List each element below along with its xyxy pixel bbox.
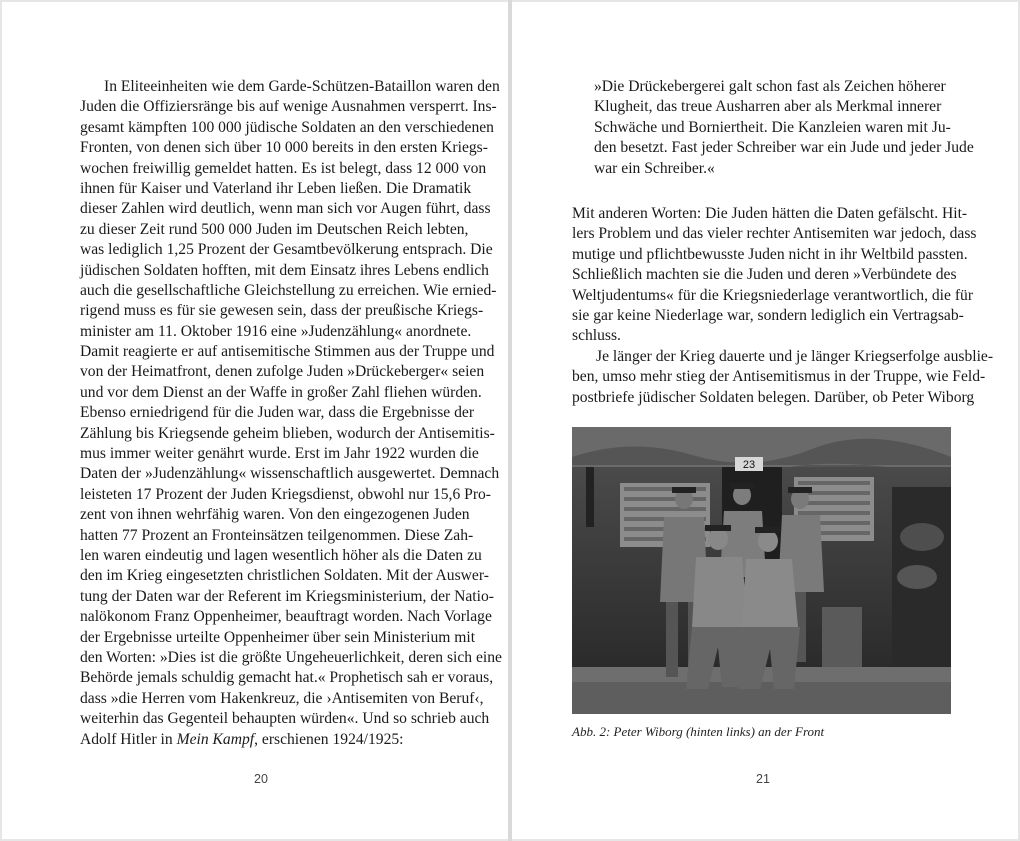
- text-line: Mit anderen Worten: Die Juden hätten die Daten gefälscht. Hit-: [572, 205, 968, 222]
- text-line: Zählung bis Kriegsende geheim blieben, wodurch der Antisemitis-: [80, 424, 495, 442]
- text-line: den im Krieg eingesetzten christlichen Soldaten. Mit der Auswer-: [80, 567, 489, 585]
- text-line: zu dieser Zeit rund 500 000 Juden im Deutschen Reich lebten,: [80, 220, 469, 238]
- text-line: hatten 77 Prozent an Fronteinsätzen teilgenommen. Diese Zah-: [80, 526, 474, 544]
- text-line: leisteten 17 Prozent der Juden Kriegsdienst, obwohl nur 15,6 Pro-: [80, 485, 491, 503]
- text-line: dieser Zahlen wird deutlich, wenn man sich vor Augen führt, dass: [80, 200, 491, 218]
- text-line: len waren eindeutig und lagen wesentlich höher als die Daten zu: [80, 546, 482, 564]
- text-line: [80, 730, 456, 750]
- text-line: minister am 11. Oktober 1916 eine »Judenzählung« anordnete.: [80, 322, 472, 340]
- text-line: ihnen für Kaiser und Vaterland ihr Leben ließen. Die Dramatik: [80, 179, 472, 197]
- text-line: schluss.: [572, 327, 621, 345]
- text-line: Damit reagierte er auf antisemitische Stimmen aus der Truppe und: [80, 343, 495, 361]
- text-line: Daten der »Judenzählung« wissenschaftlich ausgewertet. Demnach: [80, 465, 500, 483]
- text-line: und vor dem Dienst an der Waffe in großer Zahl fliehen würden.: [80, 383, 482, 401]
- text-line: ben, umso mehr stieg der Antisemitismus in der Truppe, wie Feld-: [572, 368, 986, 386]
- text-line: Je länger der Krieg dauerte und je länger Kriegserfolge ausblie-: [596, 347, 994, 365]
- text-fragment: , erschienen 1924/1925:: [254, 730, 404, 748]
- text-line: auch die gesellschaftliche Gleichstellung zu erreichen. Wie ernied-: [80, 281, 497, 299]
- text-line: wochen freiwillig gemeldet hatten. Es ist belegt, dass 12 000 von: [80, 159, 487, 177]
- text-line: von der Heimatfront, denen zufolge Juden »Drückeberger« seien: [80, 363, 485, 381]
- block-quote: [594, 77, 974, 179]
- left-page-text: [80, 77, 502, 750]
- text-line: sie gar keine Niederlage war, sondern lediglich ein Vertragsab-: [572, 306, 964, 324]
- text-line: gesamt kämpften 100 000 jüdische Soldaten an den verschiedenen: [80, 118, 494, 136]
- page-number-left: 20: [254, 772, 268, 786]
- book-title-italic: Mein Kampf: [176, 730, 255, 748]
- historical-photo: [572, 427, 951, 714]
- photo-caption: Abb. 2: Peter Wiborg (hinten links) an der Front: [572, 724, 825, 739]
- text-line: Ebenso erniedrigend für die Juden war, dass die Ergebnisse der: [80, 404, 475, 422]
- right-page-text: [572, 204, 994, 408]
- text-line: mutige und pflichtbewusste Juden nicht in ihr Weltbild passten.: [572, 245, 968, 263]
- text-line: mus immer weiter genährt wurde. Erst im Jahr 1922 wurden die: [80, 445, 479, 463]
- text-line: was lediglich 1,25 Prozent der Gesamtbevölkerung entsprach. Die: [80, 241, 493, 259]
- text-fragment: Adolf Hitler in: [80, 730, 177, 748]
- text-line: weiterhin das Gegenteil behaupten würden«. Und so schrieb auch: [80, 710, 490, 728]
- page-number-right: 21: [756, 772, 770, 786]
- text-line: nalökonom Franz Oppenheimer, beauftragt worden. Nach Vorlage: [80, 608, 492, 626]
- left-page: [2, 2, 508, 839]
- text-line: lers Problem und das vieler rechter Antisemiten war jedoch, dass: [572, 225, 977, 243]
- text-line: jüdischen Soldaten hofften, mit dem Einsatz ihres Lebens endlich: [80, 261, 489, 279]
- text-line: Schwäche und Borniertheit. Die Kanzleien waren mit Ju-: [594, 118, 951, 136]
- text-line: Klugheit, das treue Ausharren aber als Merkmal innerer: [594, 98, 942, 116]
- text-line: zent von ihnen wehrfähig waren. Von den eingezogenen Juden: [80, 506, 470, 524]
- text-line: In Eliteeinheiten wie dem Garde-Schützen-Bataillon waren den: [104, 78, 500, 95]
- text-line: dass »die Herren vom Hakenkreuz, die ›Antisemiten von Beruf‹,: [80, 689, 484, 707]
- photo-door-sign: 23: [742, 459, 756, 471]
- text-line: rigend muss es für sie gewesen sein, dass der preußische Kriegs-: [80, 302, 484, 320]
- text-line: Behörde jemals schuldig gemacht hat.« Prophetisch sah er voraus,: [80, 669, 494, 687]
- text-line: den Worten: »Dies ist die größte Ungeheuerlichkeit, deren sich eine: [80, 648, 502, 666]
- right-page: [512, 2, 1018, 839]
- text-line: Schließlich machten sie die Juden und deren »Verbündete des: [572, 266, 957, 284]
- text-line: postbriefe jüdischer Soldaten belegen. Darüber, ob Peter Wiborg: [572, 388, 975, 406]
- text-line: »Die Drückebergerei galt schon fast als Zeichen höherer: [594, 78, 946, 95]
- text-line: Fronten, von denen sich über 10 000 bereits in den ersten Kriegs-: [80, 139, 488, 157]
- text-line: war ein Schreiber.«: [594, 159, 715, 177]
- text-line: tung der Daten war der Referent im Kriegsministerium, der Natio-: [80, 587, 494, 605]
- text-line: Weltjudentums« für die Kriegsniederlage verantwortlich, die für: [572, 286, 974, 304]
- text-line: den besetzt. Fast jeder Schreiber war ein Jude und jeder Jude: [594, 139, 974, 157]
- text-line: Juden die Offiziersränge bis auf wenige Ausnahmen versperrt. Ins-: [80, 98, 497, 116]
- text-line: der Ergebnisse urteilte Oppenheimer über sein Ministerium mit: [80, 628, 476, 646]
